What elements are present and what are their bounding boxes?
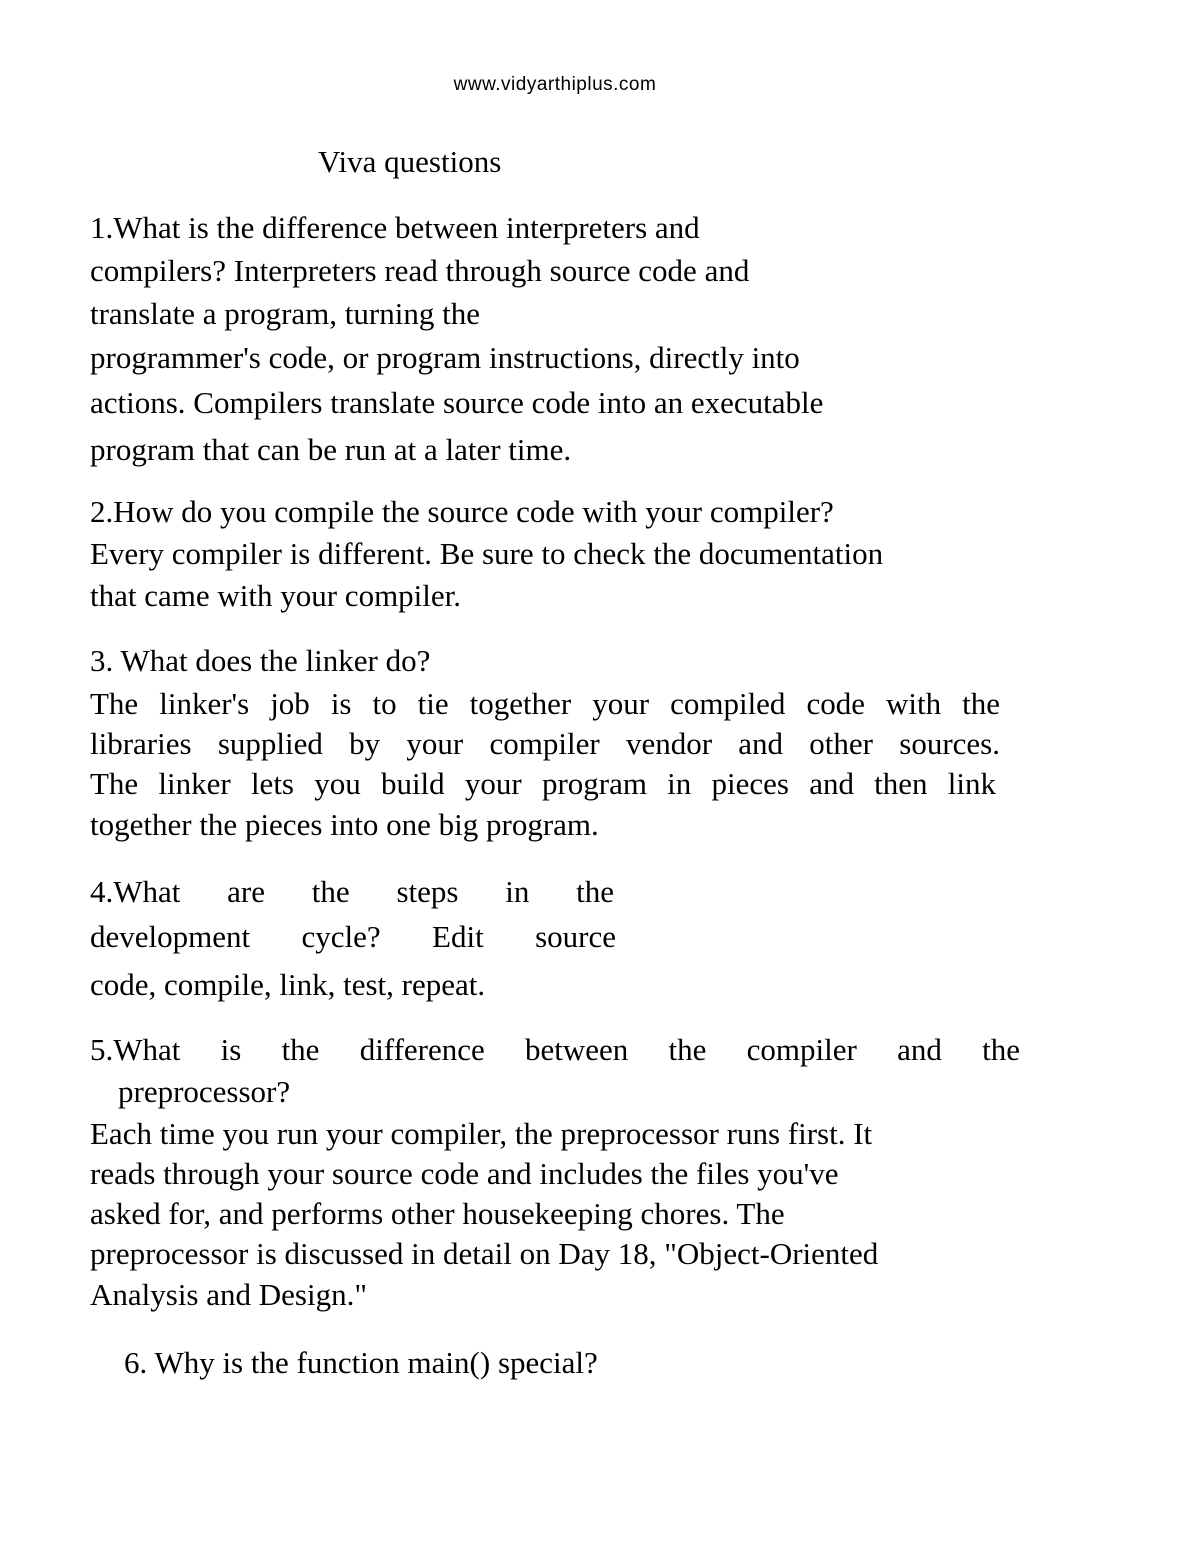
q4-line-1: 4.What are the steps in the [90, 874, 614, 909]
q1-line-2: compilers? Interpreters read through source code and [90, 253, 750, 288]
q2-line-2: Every compiler is different. Be sure to check the documentation [90, 536, 884, 571]
q3-line-3: The linker lets you build your program in pieces and then link [90, 766, 996, 801]
document-title: Viva questions [318, 144, 502, 179]
q3-line-4: together the pieces into one big program. [90, 807, 599, 842]
q5-question-line-2: preprocessor? [118, 1074, 291, 1109]
q2-line-3: that came with your compiler. [90, 578, 462, 613]
q5-question-line-1: 5.What is the difference between the compiler and the [90, 1032, 1020, 1067]
q6-question: 6. Why is the function main() special? [124, 1345, 598, 1380]
q5-line-5: Analysis and Design." [90, 1277, 367, 1312]
q1-line-1: 1.What is the difference between interpreters and [90, 210, 700, 245]
q1-line-3: translate a program, turning the [90, 296, 480, 331]
q4-line-3: code, compile, link, test, repeat. [90, 967, 486, 1002]
q5-line-2: reads through your source code and includes the files you've [90, 1156, 839, 1191]
q5-line-4: preprocessor is discussed in detail on Day 18, "Object-Oriented [90, 1236, 879, 1271]
q2-line-1: 2.How do you compile the source code with your compiler? [90, 494, 834, 529]
q4-line-2: development cycle? Edit source [90, 919, 616, 954]
page-header-url: www.vidyarthiplus.com [453, 74, 657, 95]
q3-line-1: The linker's job is to tie together your compiled code with the [90, 686, 1000, 721]
q1-line-6: program that can be run at a later time. [90, 432, 572, 467]
q5-line-3: asked for, and performs other housekeeping chores. The [90, 1196, 785, 1231]
q1-line-5: actions. Compilers translate source code into an executable [90, 385, 824, 420]
q3-question: 3. What does the linker do? [90, 643, 431, 678]
q1-line-4: programmer's code, or program instructions, directly into [90, 340, 800, 375]
q5-line-1: Each time you run your compiler, the preprocessor runs first. It [90, 1116, 873, 1151]
q3-line-2: libraries supplied by your compiler vendor and other sources. [90, 726, 1000, 761]
